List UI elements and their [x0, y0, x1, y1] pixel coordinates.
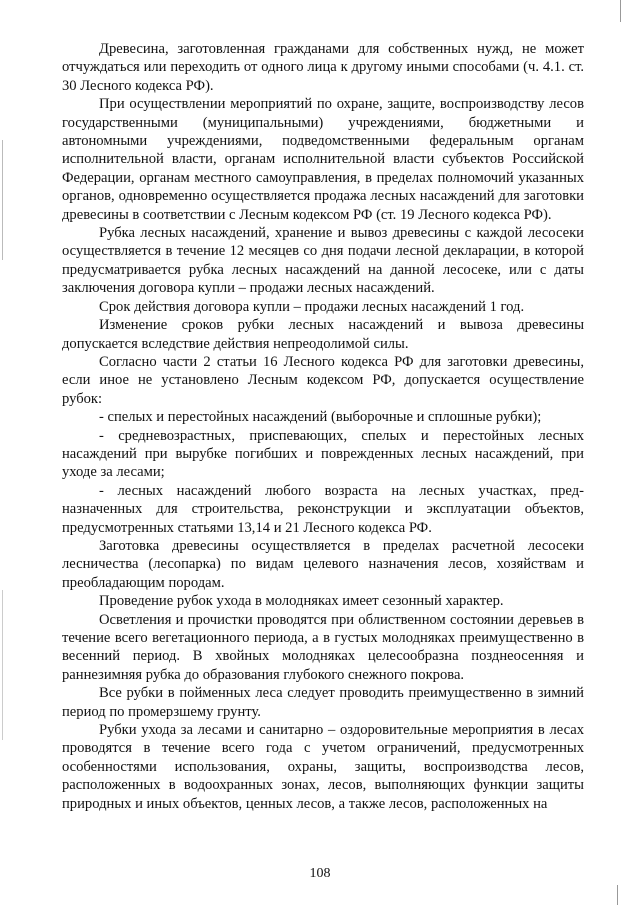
paragraph: Древесина, заготовленная гражданами для собственных нужд, не может отчуждаться или переходить от одного лица к другому иными способами (ч. 4.1. ст. 30 Лесного кодекса РФ).	[62, 41, 584, 94]
scan-edge-mark	[620, 0, 621, 22]
scan-edge-mark	[2, 140, 3, 260]
paragraph: Рубки ухода за лесами и санитарно – оздоровительные мероприятия в лесах проводятся в течение всего года с учетом ограничений, предусмотренных особенностями использования, охраны, защиты, воспроизводства лесов, расположенных в водоохранных зонах, лесов, выполняющих функции защиты природных и иных объектов, ценных лесов, а также лесов, расположенных на	[62, 722, 584, 812]
list-item: - средневозрастных, приспевающих, спелых и перестойных лесных насаждений при вырубке погибших и поврежденных лесных насаждений, при уходе за лесами;	[62, 427, 584, 481]
list-item: - спелых и перестойных насаждений (выборочные и сплошные рубки);	[99, 409, 542, 426]
scan-edge-mark	[617, 885, 618, 905]
paragraph: При осуществлении мероприятий по охране, защите, воспроизводству лесов государственными (муниципальными) учреждениями, бюджетными и автономными учреждениями, подведомственными федеральным органам исполнительной власти, органам исполнительной власти субъектов Российской Федерации, органам местного самоуправления, в пределах полномочий указанных органов, одновременно осуществляется продажа лесных насаждений для заготовки древесины в соответствии с Лесным кодексом РФ (ст. 19 Лесного кодекса РФ).	[62, 96, 584, 223]
paragraph: Проведение рубок ухода в молодняках имеет сезонный характер.	[99, 593, 504, 610]
paragraph: Согласно части 2 статьи 16 Лесного кодекса РФ для заготовки древесины, если иное не установлено Лесным кодексом РФ, допускается осуществление рубок:	[62, 353, 584, 407]
paragraph: Осветления и прочистки проводятся при облиственном состоянии деревьев в течение всего вегетационного периода, а в густых молодняках преимущественно в весенний период. В хвойных молодняках целесообразна позднеосенняя и раннезимняя рубка до образования глубокого снежного покрова.	[62, 611, 584, 683]
paragraph: Все рубки в пойменных леса следует проводить преимущественно в зимний период по промерзшему грунту.	[62, 685, 584, 720]
paragraph: Изменение сроков рубки лесных насаждений и вывоза древесины допускается вследствие действия непреодолимой силы.	[62, 317, 584, 352]
paragraph: Срок действия договора купли – продажи лесных насаждений 1 год.	[99, 298, 525, 315]
list-item: - лесных насаждений любого возраста на лесных участках, пред-назначенных для строительства, реконструкции и эксплуатации объектов, предусмотренных статьями 13,14 и 21 Лесного кодекса РФ.	[62, 482, 584, 536]
scan-edge-mark	[2, 590, 3, 740]
document-body	[62, 40, 584, 813]
paragraph: Рубка лесных насаждений, хранение и вывоз древесины с каждой лесосеки осуществляется в течение 12 месяцев со дня подачи лесной декларации, в которой предусматривается рубка лесных насаждений на данной лесосеке, или с даты заключения договора купли – продажи лесных насаждений.	[62, 225, 584, 297]
paragraph: Заготовка древесины осуществляется в пределах расчетной лесосеки лесничества (лесопарка) по видам целевого назначения лесов, хозяйствам и преобладающим породам.	[62, 537, 584, 591]
page-number: 108	[309, 866, 331, 881]
